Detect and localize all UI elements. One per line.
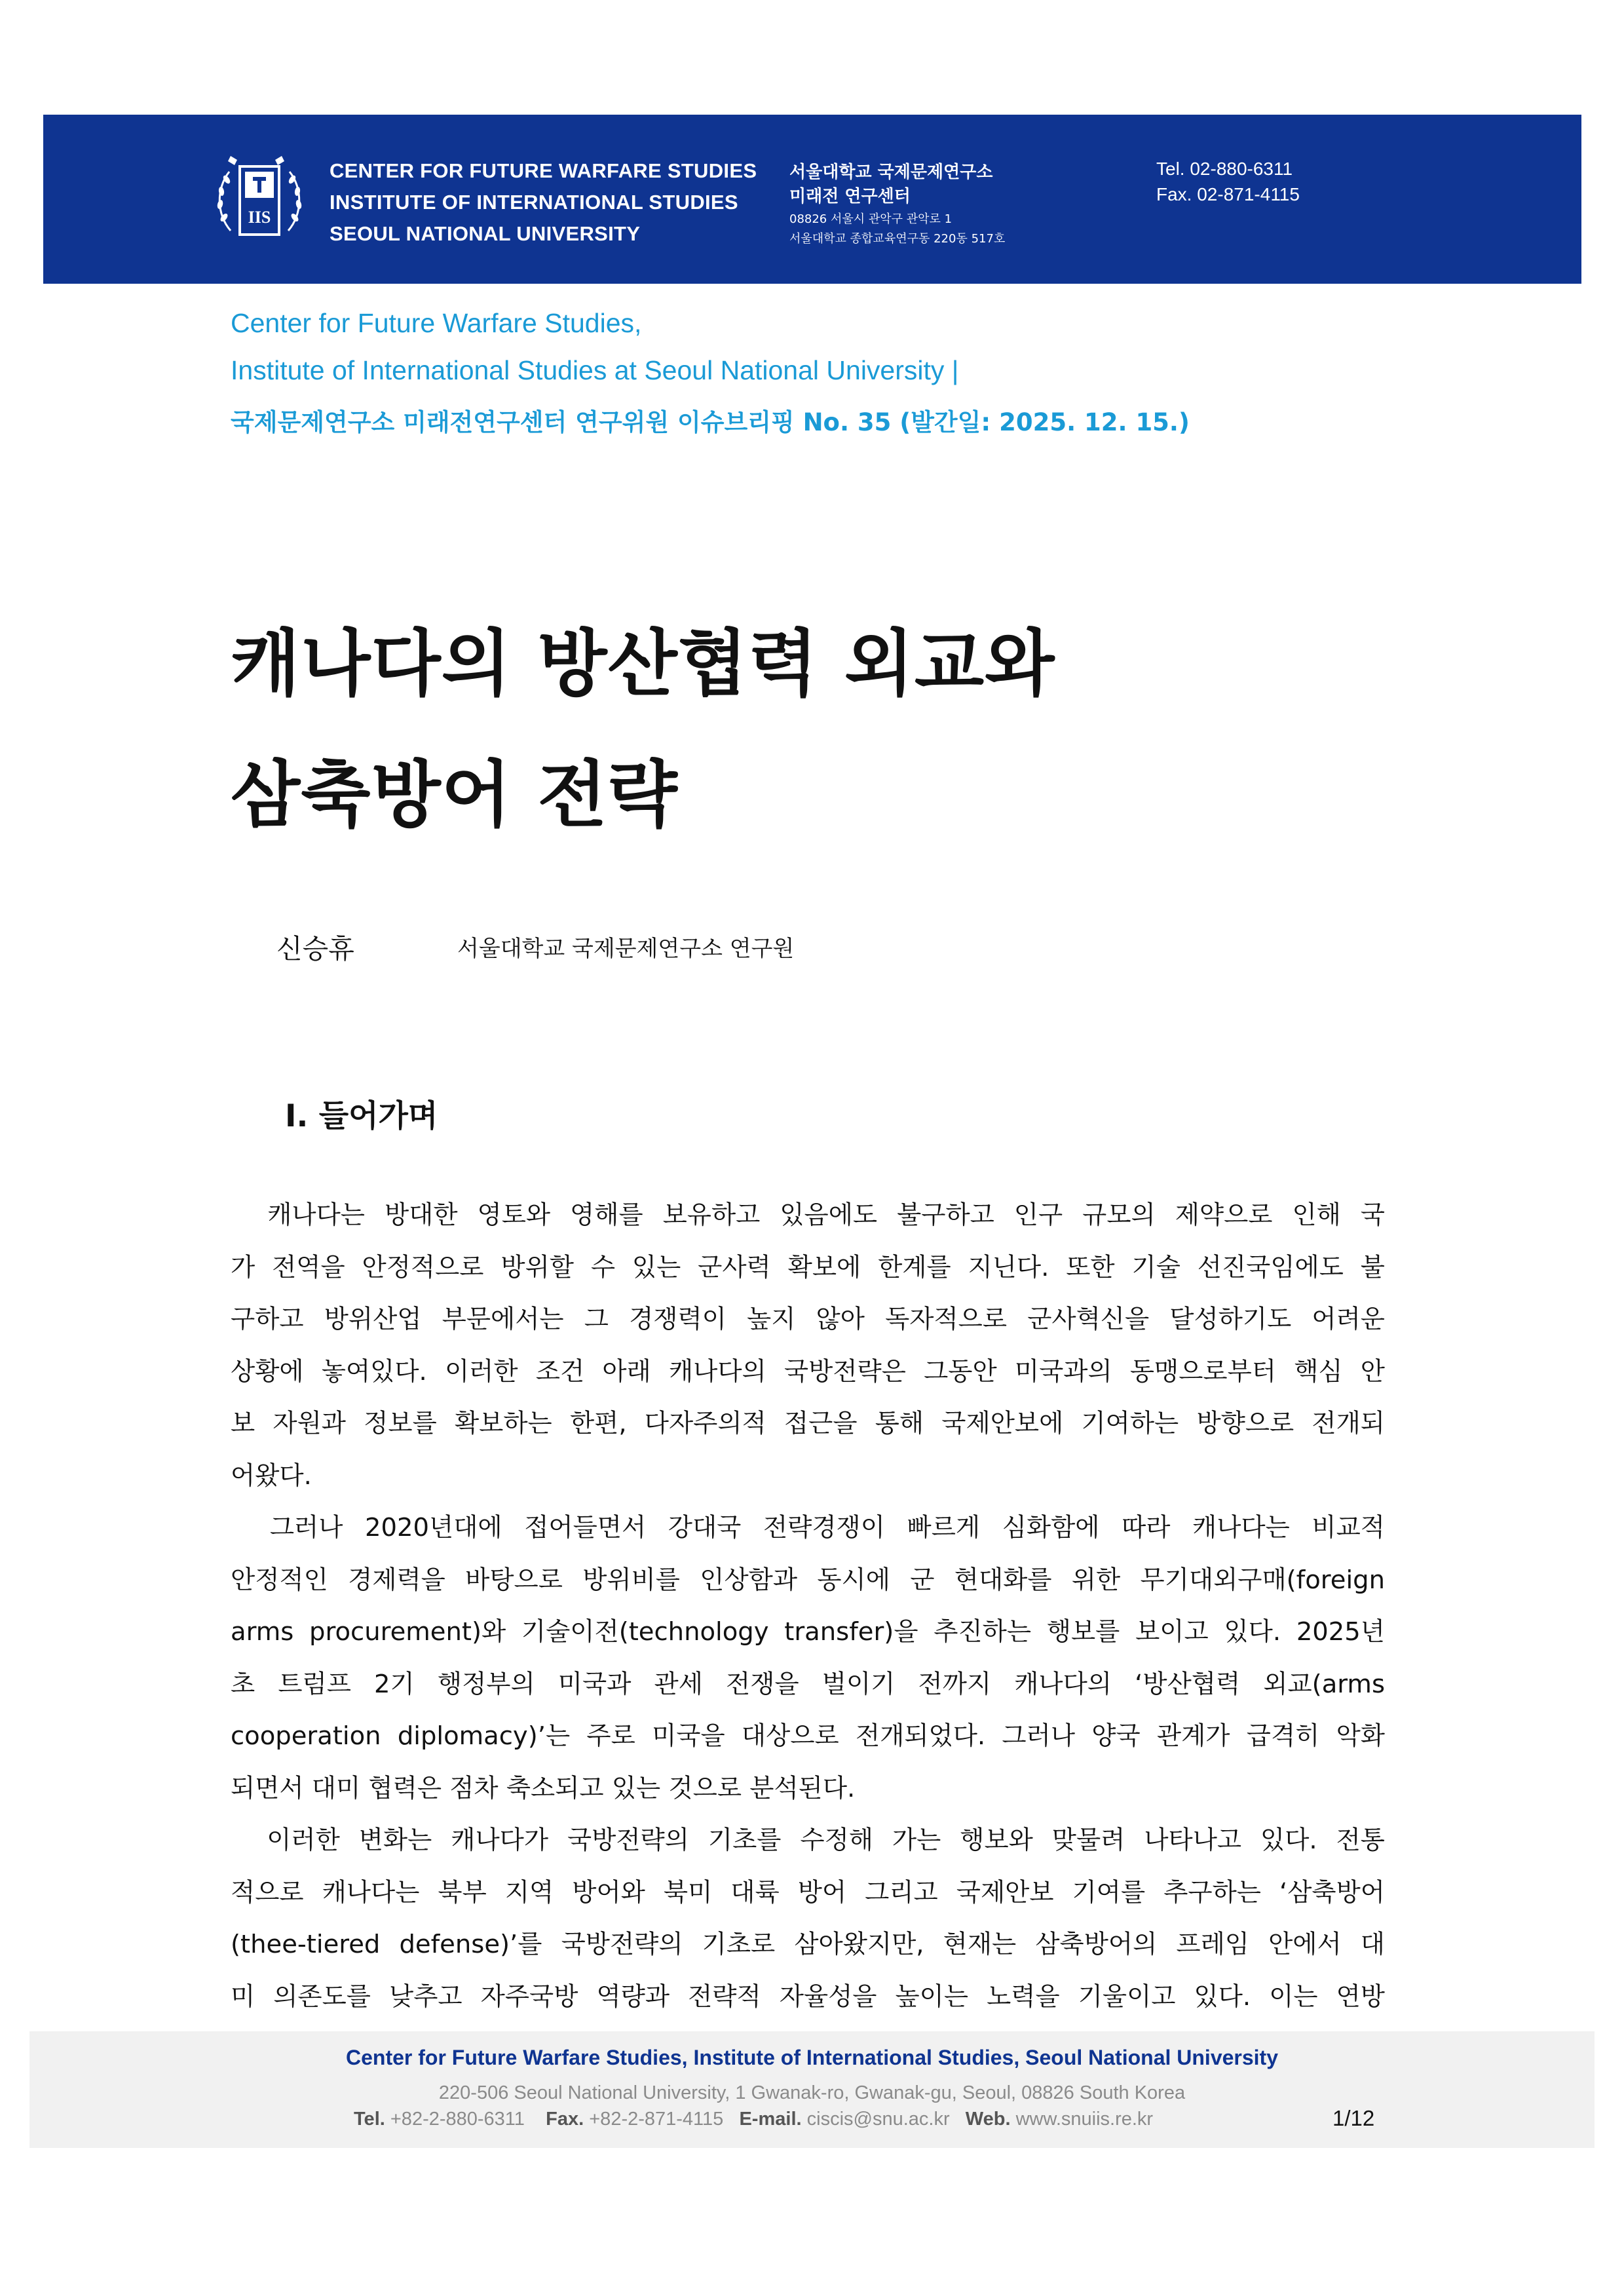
body-line: 초 트럼프 2기 행정부의 미국과 관세 전쟁을 벌이기 전까지 캐나다의 ‘방산협력 외교(arms — [231, 1669, 1385, 1699]
page-number: 1/12 — [1332, 2106, 1375, 2130]
header-korean-center: 미래전 연구센터 — [789, 187, 911, 206]
subheader-center: Center for Future Warfare Studies, — [231, 308, 642, 338]
footer-fax-label: Fax. — [546, 2109, 584, 2130]
footer-fax: +82-2-871-4115 — [589, 2109, 724, 2130]
body-line: cooperation diplomacy)’는 주로 미국을 대상으로 전개되었다. 그러나 양국 관계가 급격히 악화 — [231, 1721, 1385, 1751]
body-line: 상황에 놓여있다. 이러한 조건 아래 캐나다의 국방전략은 그동안 미국과의 동맹으로부터 핵심 안 — [231, 1356, 1385, 1387]
footer-contacts — [354, 2109, 1153, 2130]
header-institute-name: INSTITUTE OF INTERNATIONAL STUDIES — [330, 191, 738, 214]
header-tel: Tel. 02-880-6311 — [1156, 159, 1293, 179]
author-affiliation: 서울대학교 국제문제연구소 연구원 — [457, 936, 795, 962]
header-korean-institute: 서울대학교 국제문제연구소 — [789, 163, 993, 182]
body-line: 그러나 2020년대에 접어들면서 강대국 전략경쟁이 빠르게 심화함에 따라 캐나다는 비교적 — [231, 1513, 1385, 1542]
body-line: 이러한 변화는 캐나다가 국방전략의 기초를 수정해 가는 행보와 맞물려 나타나고 있다. 전통 — [231, 1826, 1385, 1855]
body-line: arms procurement)와 기술이전(technology transfer)을 추진하는 행보를 보이고 있다. 2025년 — [231, 1617, 1385, 1647]
body-line: 미 의존도를 낮추고 자주국방 역량과 전략적 자율성을 높이는 노력을 기울이고 있다. 이는 연방 — [231, 1981, 1385, 2012]
footer-web-label: Web. — [965, 2109, 1011, 2130]
document-title-line2: 삼축방어 전략 — [231, 753, 678, 837]
body-line: 캐나다는 방대한 영토와 영해를 보유하고 있음에도 불구하고 인구 규모의 제약으로 인해 국 — [231, 1200, 1385, 1230]
document-title-line1: 캐나다의 방산협력 외교와 — [231, 622, 1055, 706]
author-name: 신승휴 — [276, 933, 354, 965]
footer-tel: +82-2-880-6311 — [390, 2109, 525, 2130]
header-center-name: CENTER FOR FUTURE WARFARE STUDIES — [330, 159, 757, 182]
footer-title: Center for Future Warfare Studies, Institute of International Studies, Seoul National University — [345, 2046, 1278, 2069]
footer-email-label: E-mail. — [739, 2109, 802, 2130]
body-line: 안정적인 경제력을 바탕으로 방위비를 인상함과 동시에 군 현대화를 위한 무기대외구매(foreign — [231, 1565, 1385, 1595]
subheader-institute: Institute of International Studies at Seoul National University | — [231, 355, 959, 385]
header-korean-address-line2: 서울대학교 종합교육연구동 220동 517호 — [789, 232, 1006, 246]
body-line: 가 전역을 안정적으로 방위할 수 있는 군사력 확보에 한계를 지닌다. 또한 기술 선진국임에도 불 — [231, 1252, 1385, 1282]
body-line: 구하고 방위산업 부문에서는 그 경쟁력이 높지 않아 독자적으로 군사혁신을 달성하기도 어려운 — [231, 1305, 1385, 1334]
subheader-issue-info: 국제문제연구소 미래전연구센터 연구위원 이슈브리핑 No. 35 (발간일: 2025. 12. 15.) — [231, 408, 1190, 436]
body-line: 어왔다. — [231, 1461, 312, 1491]
header-university-name: SEOUL NATIONAL UNIVERSITY — [330, 222, 641, 245]
header-fax: Fax. 02-871-4115 — [1156, 184, 1300, 204]
body-line: 보 자원과 정보를 확보하는 한편, 다자주의적 접근을 통해 국제안보에 기여하는 방향으로 전개되 — [231, 1409, 1385, 1438]
institute-seal-logo — [211, 152, 308, 249]
seal-text: IIS — [248, 208, 271, 227]
body-line: (thee-tiered defense)’를 국방전략의 기초로 삼아왔지만, 현재는 삼축방어의 프레임 안에서 대 — [231, 1930, 1385, 1959]
header-korean-address-line1: 08826 서울시 관악구 관악로 1 — [789, 212, 953, 226]
body-line: 적으로 캐나다는 북부 지역 방어와 북미 대륙 방어 그리고 국제안보 기여를 추구하는 ‘삼축방어 — [231, 1877, 1385, 1907]
body-text — [231, 1189, 1385, 2023]
body-line: 되면서 대미 협력은 점차 축소되고 있는 것으로 분석된다. — [231, 1773, 856, 1803]
section-heading: Ⅰ. 들어가며 — [285, 1098, 438, 1134]
footer-email-link[interactable]: ciscis@snu.ac.kr — [806, 2109, 950, 2130]
footer-web-link[interactable]: www.snuiis.re.kr — [1015, 2109, 1154, 2130]
footer-address: 220-506 Seoul National University, 1 Gwanak-ro, Gwanak-gu, Seoul, 08826 South Korea — [438, 2082, 1186, 2103]
footer-tel-label: Tel. — [354, 2109, 385, 2130]
